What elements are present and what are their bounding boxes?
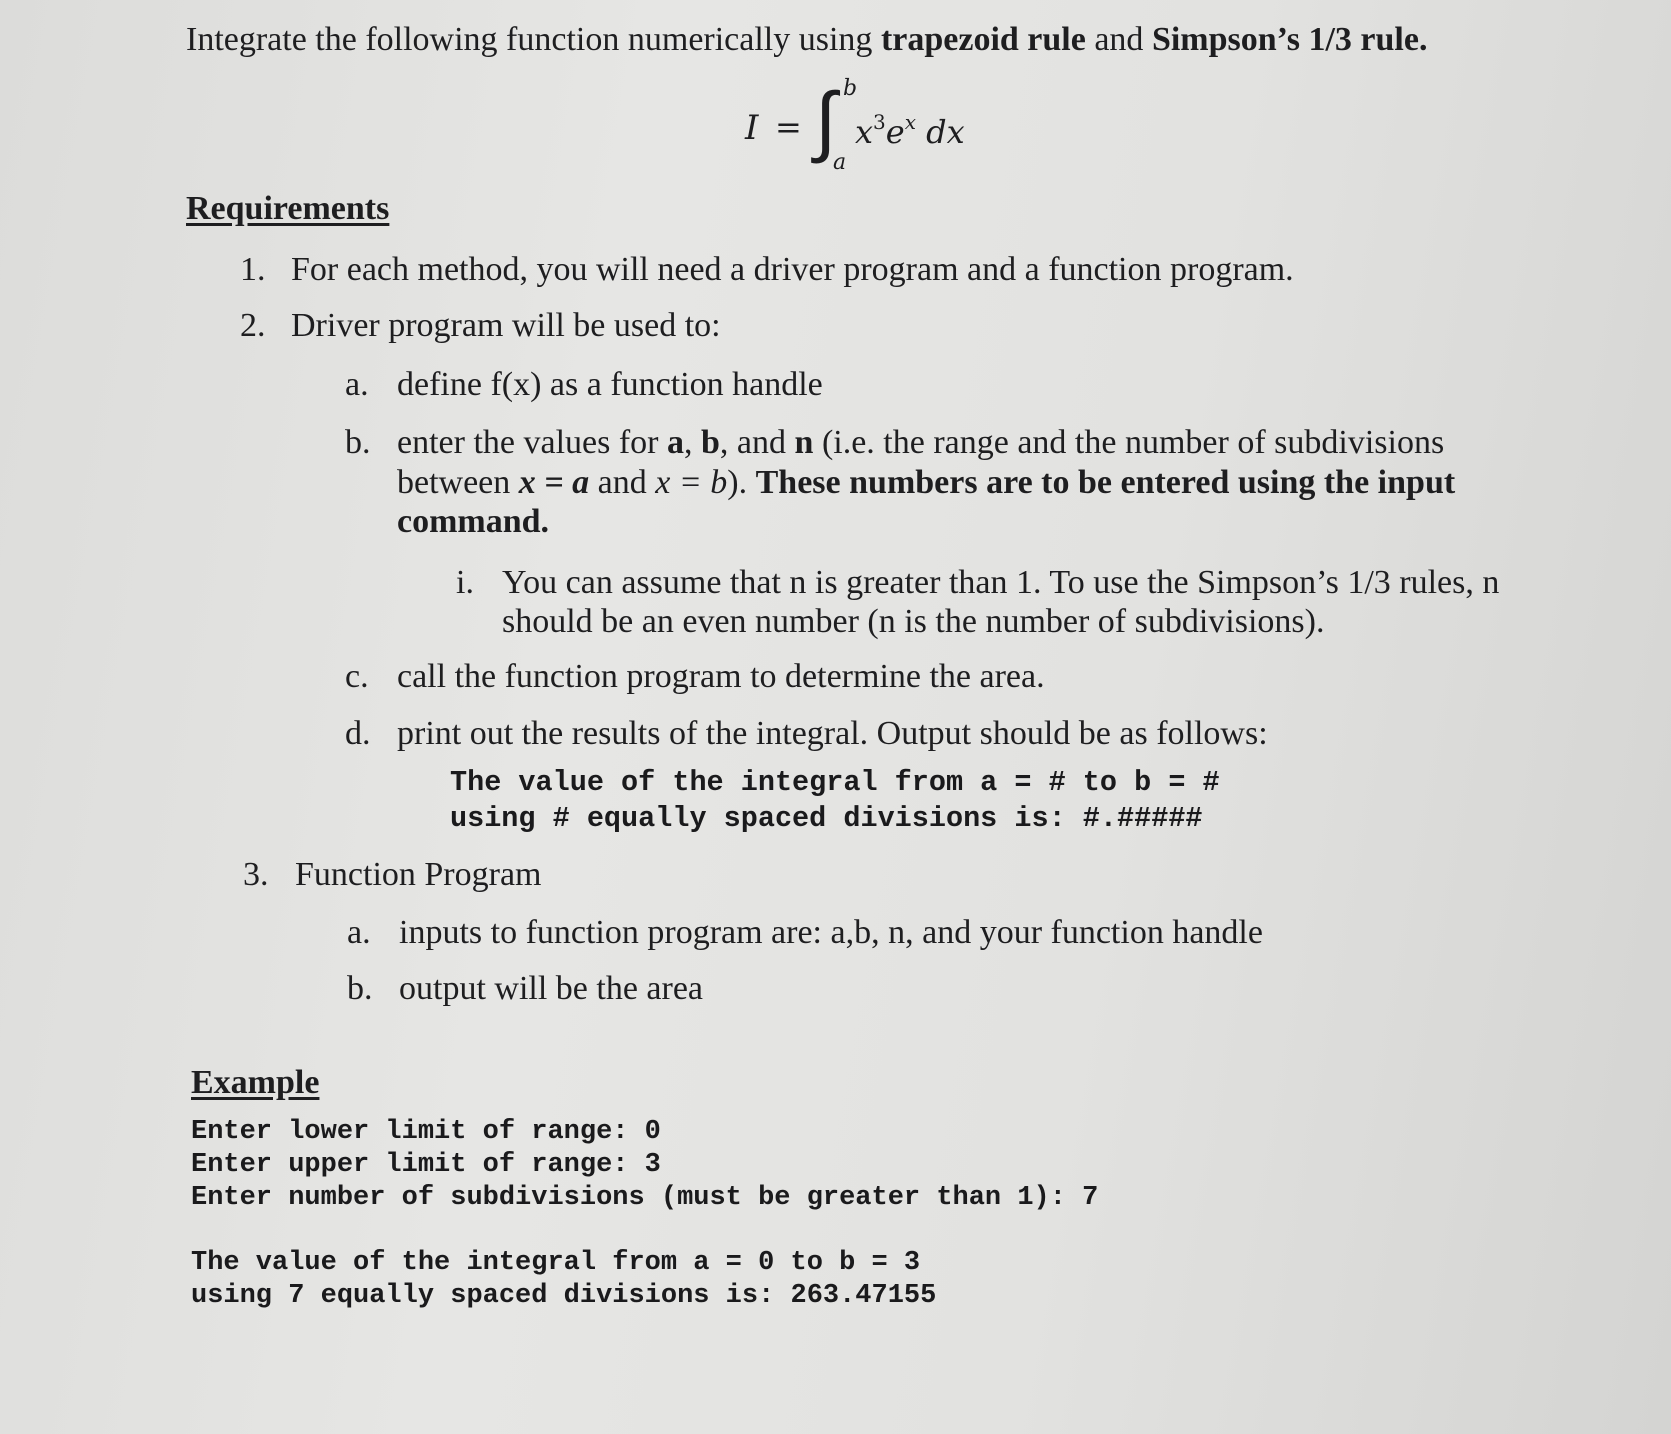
equation-equals: = xyxy=(775,108,802,146)
item-3a-text: inputs to function program are: a,b, n, and your function handle xyxy=(399,914,1263,951)
item-2b-line2 xyxy=(397,463,1455,503)
item-2b-eq-b: x = b xyxy=(655,464,728,501)
item-2a-marker: a. xyxy=(345,366,369,403)
item-2a-text: define f(x) as a function handle xyxy=(397,366,823,403)
intro-sentence xyxy=(186,20,1427,60)
item-2b-var-b: b xyxy=(701,424,720,461)
item-2b-i-line1: You can assume that n is greater than 1. To use the Simpson’s 1/3 rules, n xyxy=(502,564,1500,601)
item-2b-comma-1: , xyxy=(684,424,701,461)
integral-equation xyxy=(745,70,985,180)
item-2b-i-line2: should be an even number (n is the number of subdivisions). xyxy=(502,603,1325,640)
intro-and: and xyxy=(1085,21,1152,58)
intro-method-simpson: Simpson’s 1/3 rule. xyxy=(1151,21,1428,58)
example-line1: Enter lower limit of range: 0 xyxy=(191,1117,661,1147)
integral-sign: ∫ xyxy=(815,76,837,166)
item-2b-text-post: (i.e. the range and the number of subdivisions xyxy=(813,424,1445,461)
item-2b-and: and xyxy=(589,464,656,501)
integrand xyxy=(855,110,965,151)
integrand-x: x xyxy=(855,113,874,151)
example-line5: using 7 equally spaced divisions is: 263.47155 xyxy=(191,1281,937,1311)
item-1-text: For each method, you will need a driver program and a function program. xyxy=(291,251,1294,288)
requirements-heading: Requirements xyxy=(186,190,390,227)
item-2b-eq-a: x = a xyxy=(518,464,590,501)
integrand-x-exponent: 3 xyxy=(873,110,886,134)
item-2-text: Driver program will be used to: xyxy=(291,307,721,344)
item-2b-var-a: a xyxy=(667,424,684,461)
item-2c-text: call the function program to determine the area. xyxy=(397,658,1045,695)
item-2b-text-pre: enter the values for xyxy=(397,424,667,461)
intro-text: Integrate the following function numerically using xyxy=(186,21,881,58)
item-2b-between: between xyxy=(397,464,519,501)
item-2-marker: 2. xyxy=(240,307,266,344)
item-3-text: Function Program xyxy=(295,856,542,893)
item-2b-i-marker: i. xyxy=(456,564,474,601)
output-format-line2: using # equally spaced divisions is: #.##### xyxy=(450,802,1203,835)
example-line4: The value of the integral from a = 0 to b = 3 xyxy=(191,1248,921,1278)
integrand-e-exponent: x xyxy=(904,110,916,134)
item-3a-marker: a. xyxy=(347,914,371,951)
item-2b-line1 xyxy=(397,423,1444,463)
example-line2: Enter upper limit of range: 3 xyxy=(191,1150,661,1180)
equation-lhs: I xyxy=(745,108,759,148)
example-heading: Example xyxy=(191,1064,320,1101)
integral-upper-limit: b xyxy=(843,76,858,101)
integrand-e: e xyxy=(885,113,905,151)
integral-lower-limit: a xyxy=(833,150,847,175)
item-2b-paren: ). xyxy=(727,464,756,501)
item-2c-marker: c. xyxy=(345,658,369,695)
item-3b-text: output will be the area xyxy=(399,970,704,1007)
item-2b-bold-note: These numbers are to be entered using the input xyxy=(755,464,1456,501)
item-2b-comma-2: , and xyxy=(719,424,795,461)
example-line3: Enter number of subdivisions (must be greater than 1): 7 xyxy=(191,1183,1099,1213)
item-3-marker: 3. xyxy=(243,856,269,893)
item-2b-var-n: n xyxy=(794,424,814,461)
integrand-dx: dx xyxy=(926,113,965,151)
item-2b-marker: b. xyxy=(345,424,371,461)
item-3b-marker: b. xyxy=(347,970,373,1007)
item-2d-text: print out the results of the integral. Output should be as follows: xyxy=(397,715,1268,752)
item-2b-line3: command. xyxy=(397,503,550,540)
item-1-marker: 1. xyxy=(240,251,266,288)
intro-method-trapezoid: trapezoid rule xyxy=(880,21,1086,58)
item-2d-marker: d. xyxy=(345,715,371,752)
output-format-line1: The value of the integral from a = # to b = # xyxy=(450,766,1220,799)
